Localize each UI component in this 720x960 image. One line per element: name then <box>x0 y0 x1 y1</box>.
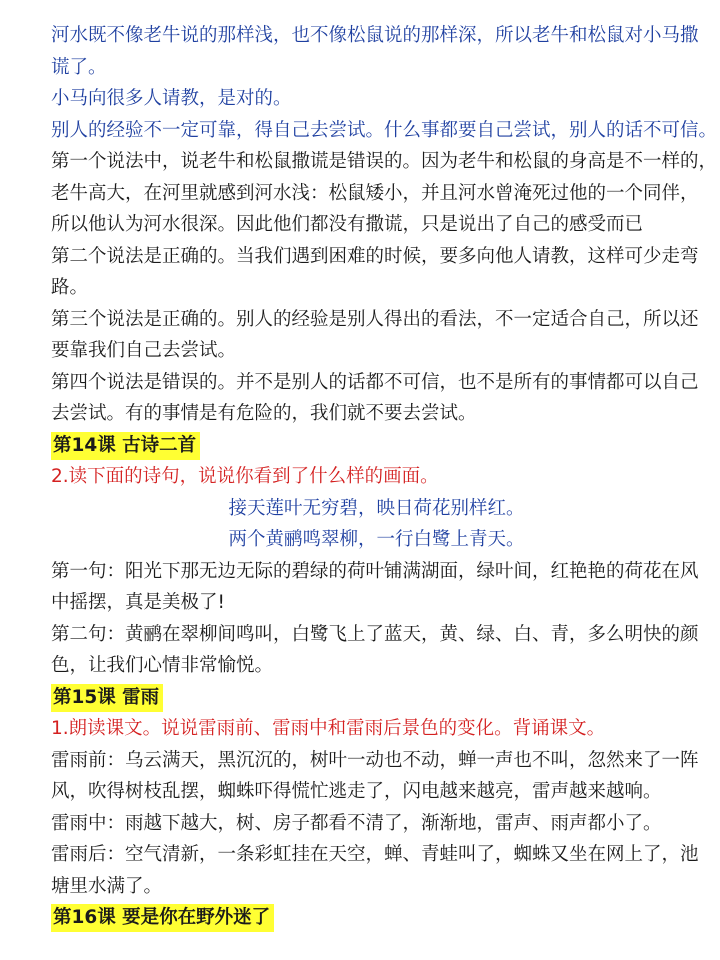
lesson-heading <box>51 430 702 462</box>
text-line: 雷雨后：空气清新，一条彩虹挂在天空，蝉、青蛙叫了，蜘蛛又坐在网上了，池 <box>51 844 699 865</box>
text-line: 风，吹得树枝乱摆，蜘蛛吓得慌忙逃走了，闪电越来越亮，雷声越来越响。 <box>51 781 662 802</box>
explanation-paragraph <box>51 745 702 808</box>
lesson-heading-text: 第14课 古诗二首 <box>51 432 200 460</box>
lesson-heading-line <box>51 430 702 462</box>
explanation-paragraph <box>51 367 702 430</box>
text-line: 1.朗读课文。说说雷雨前、雷雨中和雷雨后景色的变化。背诵课文。 <box>51 718 606 739</box>
text-line: 所以他认为河水很深。因此他们都没有撒谎，只是说出了自己的感受而已 <box>51 214 644 235</box>
text-line: 要靠我们自己去尝试。 <box>51 340 237 361</box>
answer-paragraph <box>51 20 702 83</box>
explanation-paragraph <box>51 146 718 241</box>
lesson-heading <box>51 682 702 714</box>
text-line: 第二个说法是正确的。当我们遇到困难的时候，要多向他人请教，这样可少走弯 <box>51 245 699 267</box>
explanation-paragraph <box>51 839 702 902</box>
explanation-paragraph <box>51 808 702 840</box>
text-line: 两个黄鹂鸣翠柳，一行白鹭上青天。 <box>228 529 525 550</box>
text-line: 雷雨前：乌云满天，黑沉沉的，树叶一动也不动，蝉一声也不叫，忽然来了一阵 <box>51 749 699 771</box>
text-line: 第四个说法是错误的。并不是别人的话都不可信，也不是所有的事情都可以自己 <box>51 371 699 393</box>
explanation-paragraph <box>51 556 702 619</box>
text-line: 2.读下面的诗句，说说你看到了什么样的画面。 <box>51 466 439 487</box>
text-line: 色，让我们心情非常愉悦。 <box>51 655 274 676</box>
exercise-question <box>51 461 702 493</box>
text-line: 小马向很多人请教，是对的。 <box>51 88 292 109</box>
text-line: 中摇摆，真是美极了! <box>51 592 225 613</box>
text-line: 第一句：阳光下那无边无际的碧绿的荷叶铺满湖面，绿叶间，红艳艳的荷花在风 <box>51 560 699 582</box>
text-line: 老牛高大，在河里就感到河水浅：松鼠矮小，并且河水曾淹死过他的一个同伴， <box>51 182 699 204</box>
lesson-heading-text: 第16课 要是你在野外迷了 <box>51 904 274 932</box>
answer-paragraph <box>51 83 702 115</box>
text-line: 第二句：黄鹂在翠柳间鸣叫，白鹭飞上了蓝天，黄、绿、白、青，多么明快的颜 <box>51 623 699 645</box>
answer-paragraph <box>51 115 718 147</box>
text-line: 第一个说法中，说老牛和松鼠撒谎是错误的。因为老牛和松鼠的身高是不一样的， <box>51 151 718 172</box>
explanation-paragraph <box>51 241 702 304</box>
poem-lines <box>51 493 702 556</box>
explanation-paragraph <box>51 619 702 682</box>
text-line: 接天莲叶无穷碧，映日荷花别样红。 <box>228 497 525 519</box>
text-line: 塘里水满了。 <box>51 875 163 897</box>
text-line: 第三个说法是正确的。别人的经验是别人得出的看法，不一定适合自己，所以还 <box>51 308 699 330</box>
exercise-question <box>51 713 702 745</box>
text-line: 去尝试。有的事情是有危险的，我们就不要去尝试。 <box>51 403 477 424</box>
text-line: 雷雨中：雨越下越大，树、房子都看不清了，渐渐地，雷声、雨声都小了。 <box>51 812 662 834</box>
text-line: 谎了。 <box>51 56 107 78</box>
lesson-heading-line <box>51 902 702 934</box>
text-line: 别人的经验不一定可靠，得自己去尝试。什么事都要自己尝试，别人的话不可信。 <box>51 119 718 141</box>
text-line: 路。 <box>51 277 89 298</box>
explanation-paragraph <box>51 304 702 367</box>
text-line: 河水既不像老牛说的那样浅，也不像松鼠说的那样深，所以老牛和松鼠对小马撒 <box>51 25 699 46</box>
lesson-heading-line <box>51 682 702 714</box>
lesson-heading <box>51 902 702 934</box>
lesson-heading-text: 第15课 雷雨 <box>51 684 163 712</box>
